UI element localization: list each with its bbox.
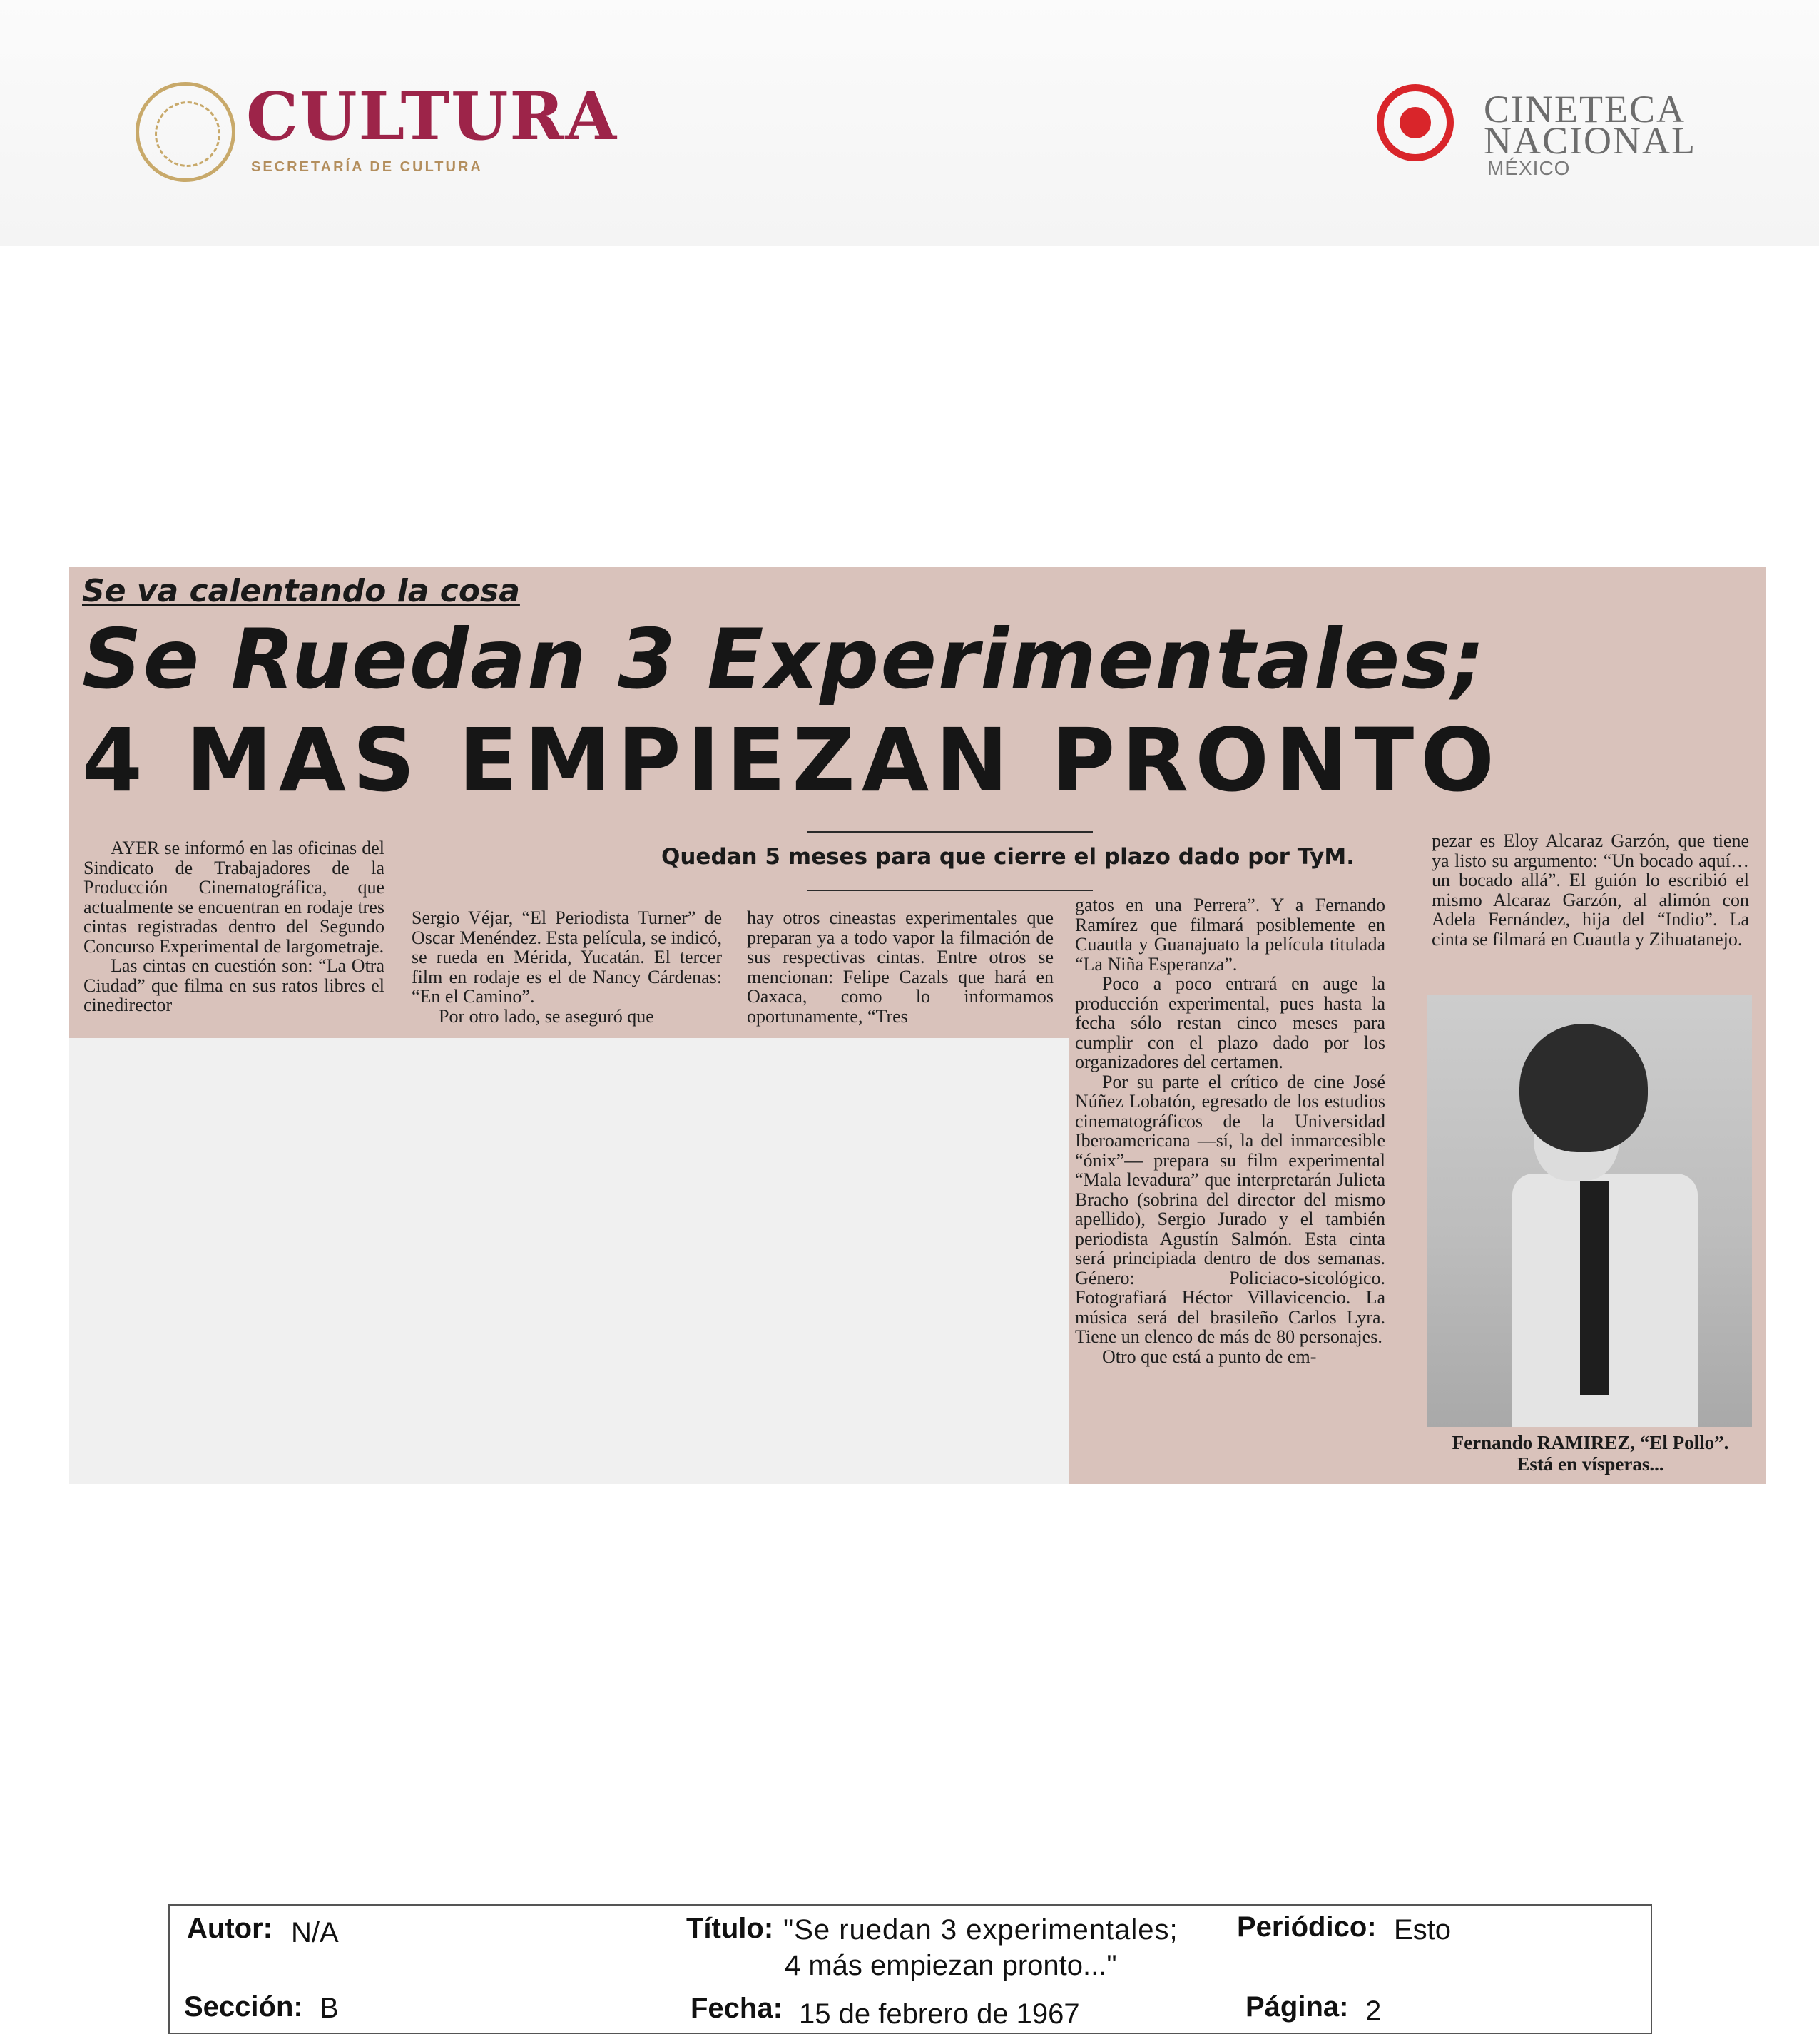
portrait-photo [1427, 995, 1752, 1427]
periodico-label: Periódico: [1237, 1911, 1377, 1943]
article-paragraph: pezar es Eloy Alcaraz Garzón, que tiene ya listo su argumento: “Un bocado aquí… un bocado allá”. El guión lo escribió el mismo Alcaraz Garzón, al alimón con Adela Fernández, hija del “Indio”. La cinta se filmará en Cuautla y Zihuatanejo. [1432, 830, 1749, 950]
article-paragraph: Por su parte el crítico de cine José Núñez Lobatón, egresado de los estudios cinematográficos de la Universidad Iberoamericana —sí, la del inmarcesible “ónix”— prepara su film experimental “Mala levadura” que interpretarán Julieta Bracho (sobrina del director del mismo apellido), Sergio Jurado y el también periodista Agustín Salmón. Esta cinta será principiada dentro de dos semanas. Género: Policiaco-sicológico. Fotografiará Héctor Villavicencio. La música será del brasileño Carlos Lyra. Tiene un elenco de más de 80 personajes. [1075, 1071, 1385, 1347]
clipping-blank-area [69, 1038, 1069, 1484]
article-paragraph: Por otro lado, se aseguró que [439, 1005, 654, 1027]
pagina-value: 2 [1365, 1995, 1382, 2027]
cineteca-logo [1377, 84, 1696, 184]
cineteca-wordmark-line1: CINETECA [1484, 88, 1686, 131]
headline-line-2: 4 MAS EMPIEZAN PRONTO [82, 710, 1501, 811]
film-reel-icon [1377, 84, 1454, 161]
titulo-value-line-1: "Se ruedan 3 experimentales; [783, 1914, 1178, 1946]
cineteca-wordmark-line2: NACIONAL [1484, 119, 1696, 162]
cineteca-wordmark-line3: MÉXICO [1487, 157, 1571, 179]
article-paragraph: Sergio Véjar, “El Periodista Turner” de Oscar Menéndez. Esta película, se indicó, se rueda en Mérida, Yucatán. El tercer film en rodaje es el de Nancy Cárdenas: “En el Camino”. [412, 907, 722, 1007]
autor-label: Autor: [187, 1913, 272, 1944]
autor-value: N/A [291, 1917, 339, 1948]
cultura-logo [136, 78, 618, 182]
article-paragraph: Poco a poco entrará en auge la producción experimental, pues hasta la fecha sólo restan cinco meses para cumplir con el plazo dado por los organizadores del certamen. [1075, 973, 1385, 1072]
article-column-2 [412, 908, 722, 1026]
article-column-1 [83, 838, 384, 1015]
headline-line-1: Se Ruedan 3 Experimentales; [82, 611, 1487, 708]
article-column-5 [1432, 831, 1749, 949]
clipping-deck: Quedan 5 meses para que cierre el plazo dado por TyM. [661, 844, 1355, 870]
titulo-value-line-2: 4 más empiezan pronto..." [785, 1950, 1117, 1981]
article-paragraph: hay otros cineastas experimentales que preparan ya a todo vapor la filmación de sus respectivas cintas. Entre otros se mencionan: Felipe Cazals que hará en Oaxaca, como lo informamos oportunamente, “Tres [747, 907, 1054, 1027]
article-paragraph: Otro que está a punto de em- [1102, 1346, 1317, 1367]
national-seal-icon [136, 82, 235, 182]
photo-caption: Fernando RAMIREZ, “El Pollo”. Está en vísperas... [1452, 1432, 1729, 1475]
article-paragraph: Las cintas en cuestión son: “La Otra Ciudad” que filma en sus ratos libres el cinedirector [83, 955, 384, 1015]
fecha-label: Fecha: [691, 1993, 783, 2024]
article-paragraph: AYER se informó en las oficinas del Sindicato de Trabajadores de la Producción Cinematográfica, que actualmente se encuentran en rodaje tres cintas registradas dentro del Segundo Concurso Experimental de largometraje. [83, 838, 384, 957]
article-column-3 [747, 908, 1054, 1026]
periodico-value: Esto [1394, 1914, 1452, 1946]
article-column-4 [1075, 895, 1385, 1366]
metadata-box [168, 1904, 1652, 2034]
fecha-value: 15 de febrero de 1967 [799, 1998, 1080, 2030]
clipping-kicker: Se va calentando la cosa [82, 573, 520, 609]
newspaper-clipping [69, 567, 1766, 1475]
deck-rule-bottom [807, 890, 1093, 891]
seccion-label: Sección: [184, 1991, 303, 2023]
article-paragraph: gatos en una Perrera”. Y a Fernando Ramírez que filmará posiblemente en Cuautla y Guanajuato la película titulada “La Niña Esperanza”. [1075, 895, 1385, 975]
cultura-subtitle: SECRETARÍA DE CULTURA [251, 159, 483, 175]
cultura-wordmark: CULTURA [246, 78, 618, 155]
seccion-value: B [320, 1993, 339, 2024]
titulo-label: Título: [686, 1913, 774, 1944]
pagina-label: Página: [1245, 1991, 1349, 2023]
deck-rule-top [807, 831, 1093, 833]
